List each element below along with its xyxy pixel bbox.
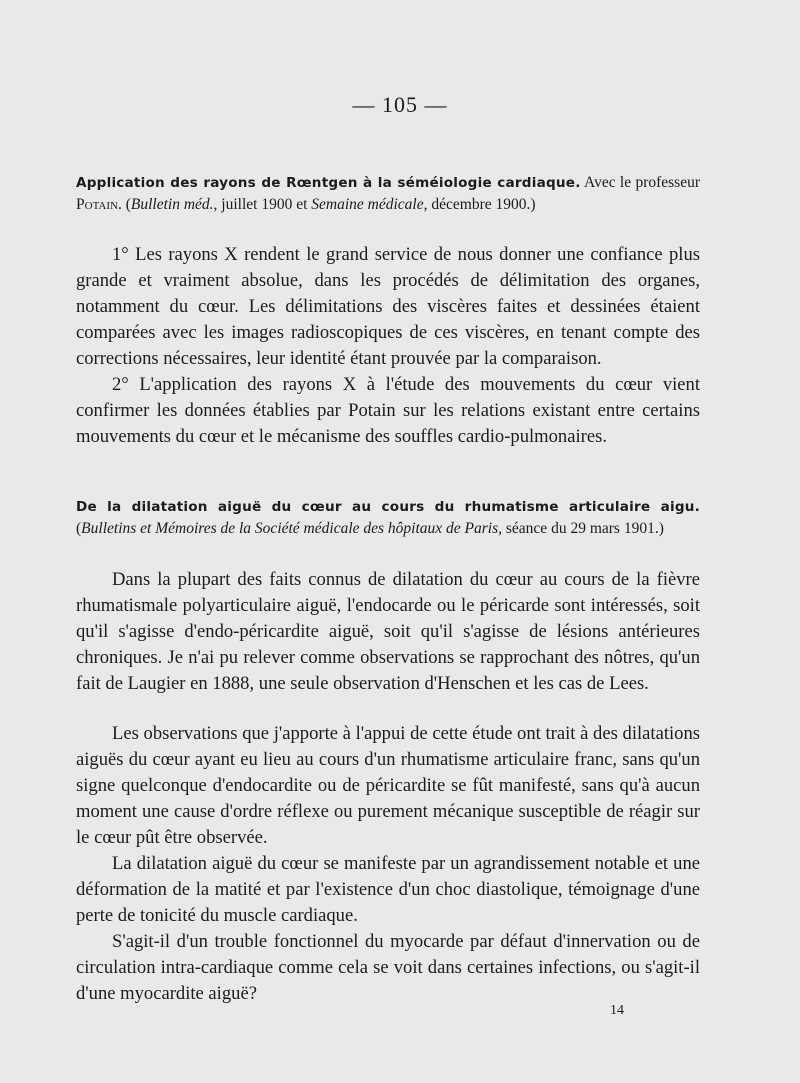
paragraph: 1° Les rayons X rendent le grand service de nous donner une confiance plus grande et vraiment absolue, dans les procédés de délimitation des organes, notamment du cœur. Les délimitations des viscères faites et dessinées étaient comparées avec les images radioscopiques de ces viscères, en tenant compte des corrections nécessaires, leur identité étant prouvée par la comparaison. [76,244,700,369]
heading-text: Avec le professeur [584,174,700,191]
heading-text: , juillet 1900 et [213,196,308,213]
signature-mark: 14 [610,1003,624,1018]
heading-journal: Bulletin méd. [130,196,214,213]
heading-text: décembre 1900.) [431,196,536,213]
paragraph: Dans la plupart des faits connus de dilatation du cœur au cours de la fièvre rhumatismale polyarticulaire aiguë, l'endocarde ou le péricarde sont intéressés, soit qu'il s'agisse d'endo-péricardite aiguë, soit qu'il s'agisse de lésions antérieures chroniques. Je n'ai pu relever comme observations se rapprochant des nôtres, qu'un fait de Laugier en 1888, une seule observation d'Henschen et les cas de Lees. [76,569,700,694]
section-title: Application des rayons de Rœntgen à la séméiologie cardiaque. [76,175,581,191]
heading-journal: Semaine médicale, [311,196,428,213]
paragraph: Les observations que j'apporte à l'appui de cette étude ont trait à des dilatations aiguës du cœur ayant eu lieu au cours d'un rhumatisme articulaire franc, sans qu'un signe quelconque d'endocardite ou de péricardite se fût manifesté, sans qu'à aucun moment une cause d'ordre réflexe ou purement mécanique susceptible de réagir sur le cœur pût être observée. [76,723,700,848]
paragraph: La dilatation aiguë du cœur se manifeste par un agrandissement notable et une déformation de la matité et par l'existence d'un choc diastolique, témoignage d'une perte de tonicité du muscle cardiaque. [76,853,700,926]
section-title: De la dilatation aiguë du cœur au cours du rhumatisme articulaire aigu. [76,499,700,515]
heading-text: ( [76,520,82,537]
heading-author: Potain [76,196,118,213]
section-heading-dilatation [76,496,700,540]
heading-text: . ( [117,196,131,213]
page-number: — 105 — [352,92,448,117]
paragraph: 2° L'application des rayons X à l'étude des mouvements du cœur vient confirmer les données établies par Potain sur les relations existant entre certains mouvements du cœur et le mécanisme des souffles cardio-pulmonaires. [76,374,700,447]
heading-journal: Bulletins et Mémoires de la Société médicale des hôpitaux de Paris, [81,520,503,537]
heading-text: séance du 29 mars 1901.) [505,520,664,537]
section-heading-roentgen [76,172,700,216]
paragraph: S'agit-il d'un trouble fonctionnel du myocarde par défaut d'innervation ou de circulation intra-cardiaque comme cela se voit dans certaines infections, ou s'agit-il d'une myocardite aiguë? [76,931,700,1004]
